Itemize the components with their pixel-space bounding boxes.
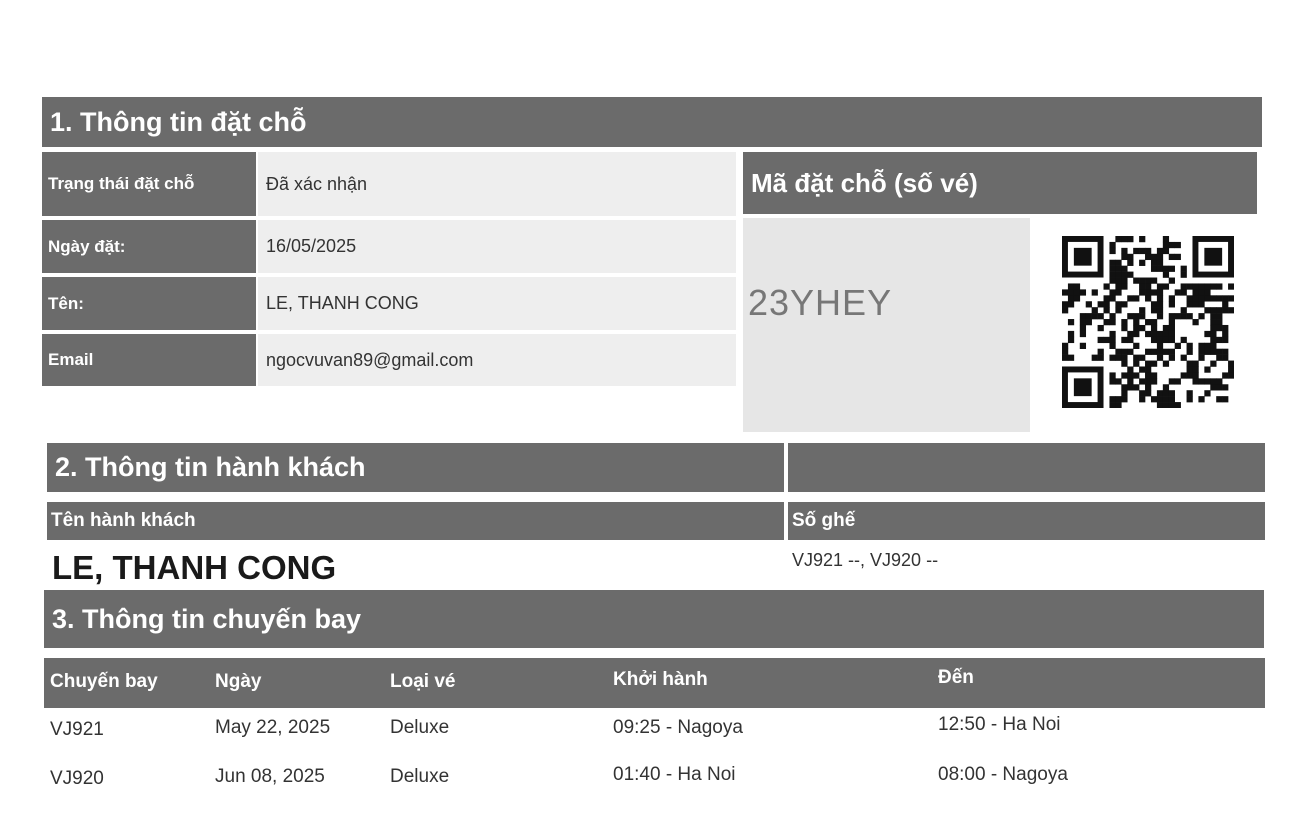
table-row-2-flight: VJ920: [50, 768, 104, 789]
email-label: Email: [42, 334, 256, 386]
seat-header: Số ghế: [788, 502, 1265, 540]
flight-col-header: Chuyến bay: [50, 671, 158, 692]
section-flight-title: 3. Thông tin chuyến bay: [44, 590, 1264, 648]
name-value: LE, THANH CONG: [258, 277, 736, 330]
table-row-1-fare: Deluxe: [390, 717, 450, 738]
date-col-header: Ngày: [215, 671, 262, 692]
table-row-1-flight: VJ921: [50, 719, 104, 740]
booking-date-label: Ngày đặt:: [42, 220, 256, 273]
name-label: Tên:: [42, 277, 256, 330]
table-row-2-fare: Deluxe: [390, 766, 450, 787]
email-value: ngocvuvan89@gmail.com: [258, 334, 736, 386]
seat-numbers: VJ921 --, VJ920 --: [792, 550, 939, 570]
section-booking-title: 1. Thông tin đặt chỗ: [42, 97, 1262, 147]
section-passenger-title: 2. Thông tin hành khách: [47, 443, 784, 492]
booking-date-value: 16/05/2025: [258, 220, 736, 273]
table-row-1-date: May 22, 2025: [215, 717, 331, 738]
table-row-1-arrival: 12:50 - Ha Noi: [938, 714, 1061, 735]
passenger-name-header: Tên hành khách: [47, 502, 784, 540]
section-passenger-title-extension: [788, 443, 1265, 492]
status-value: Đã xác nhận: [258, 152, 736, 216]
table-row-2-departure: 01:40 - Ha Noi: [613, 764, 736, 785]
status-label: Trạng thái đặt chỗ: [42, 152, 256, 216]
table-row-1-departure: 09:25 - Nagoya: [613, 717, 743, 738]
arrival-col-header: Đến: [938, 667, 974, 688]
passenger-name: LE, THANH CONG: [52, 549, 337, 586]
fare-col-header: Loại vé: [390, 671, 456, 692]
table-row-2-date: Jun 08, 2025: [215, 766, 325, 787]
qr-code: [1062, 236, 1234, 408]
table-row-2-arrival: 08:00 - Nagoya: [938, 764, 1068, 785]
booking-code-box: [743, 218, 1030, 432]
booking-code: 23YHEY: [748, 282, 893, 323]
booking-code-title: Mã đặt chỗ (số vé): [743, 152, 1257, 214]
departure-col-header: Khởi hành: [613, 669, 708, 690]
